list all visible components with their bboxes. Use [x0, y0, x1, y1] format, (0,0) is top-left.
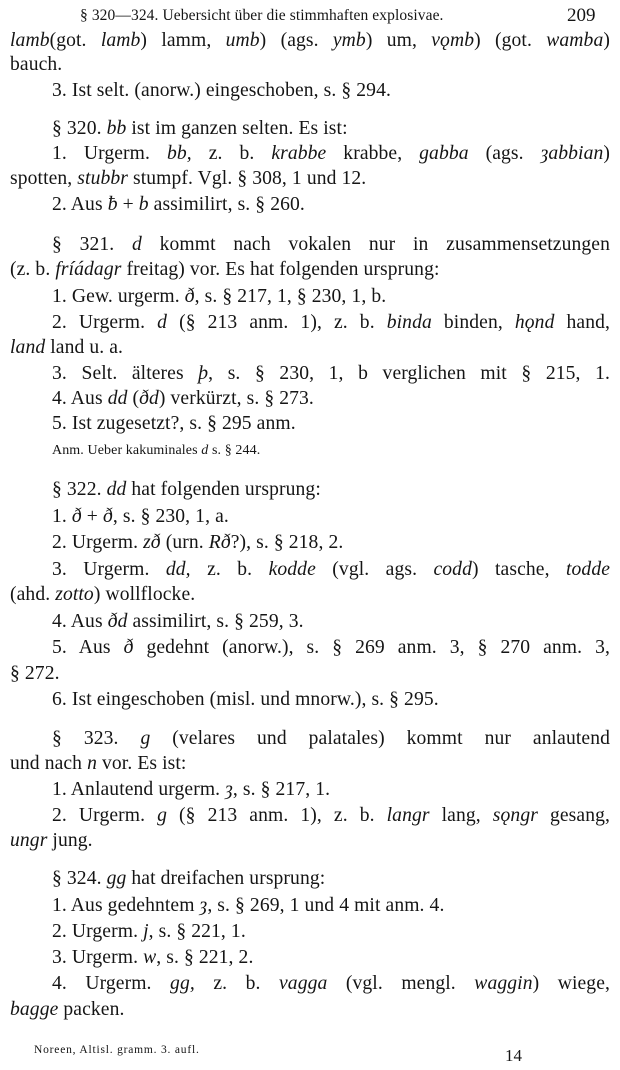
text-span: assimilirt, s. § 259, 3. — [127, 611, 304, 632]
text-line — [52, 610, 610, 634]
text-line — [10, 258, 610, 282]
italic-word: wamba — [546, 30, 604, 51]
text-span: 5. Aus — [52, 637, 124, 658]
italic-word: ȝabbian — [540, 143, 604, 164]
running-header — [0, 4, 620, 28]
text-span: § 272. — [10, 663, 60, 684]
text-span: spotten, — [10, 168, 78, 189]
italic-word: n — [87, 753, 97, 774]
italic-word: ðd — [139, 388, 159, 409]
text-line — [52, 894, 610, 918]
italic-word: dd — [107, 388, 128, 409]
text-span: , s. § 230, 1, a. — [112, 506, 229, 527]
text-span: ) — [603, 30, 610, 51]
italic-word: ðd — [107, 611, 128, 632]
text-line — [52, 79, 610, 103]
text-span: (urn. — [160, 532, 209, 553]
text-span: land u. a. — [45, 337, 124, 358]
text-span: kommt nach vokalen nur in zusammensetzungen — [141, 234, 610, 255]
text-span: 5. Ist zugesetzt?, s. § 295 anm. — [52, 413, 296, 434]
italic-word: bagge — [10, 999, 59, 1020]
text-line — [52, 117, 610, 141]
italic-word: umb — [225, 30, 260, 51]
annotation-line — [52, 439, 610, 463]
italic-word: bb, — [166, 143, 192, 164]
text-line — [52, 946, 610, 970]
text-span: hand, — [554, 312, 610, 333]
text-span: , s. § 217, 1, § 230, 1, b. — [194, 286, 387, 307]
italic-word: binda — [386, 312, 432, 333]
italic-word: vagga — [279, 973, 328, 994]
italic-word: Rð — [208, 532, 231, 553]
italic-word: d — [132, 234, 142, 255]
italic-word: gg, — [170, 973, 195, 994]
text-span: assimilirt, s. § 260. — [148, 194, 305, 215]
text-span: 2. Urgerm. — [52, 532, 144, 553]
text-span: z. b. — [190, 559, 269, 580]
text-span: 1. Urgerm. — [52, 143, 167, 164]
text-line — [10, 662, 610, 686]
text-span: § 324. — [52, 868, 107, 889]
text-span: hat folgenden ursprung: — [126, 479, 321, 500]
text-line — [52, 972, 610, 996]
text-line — [52, 193, 610, 217]
text-span: lang, — [429, 805, 493, 826]
text-span: § 320. — [52, 118, 107, 139]
text-line — [52, 311, 610, 335]
text-line — [10, 752, 610, 776]
italic-word: fríádagr — [55, 259, 122, 280]
text-span: , s. § 221, 1. — [148, 921, 246, 942]
text-line — [52, 920, 610, 944]
text-span: 1. Anlautend urgerm. — [52, 779, 226, 800]
text-line — [52, 362, 610, 386]
text-span: gedehnt (anorw.), s. § 269 anm. 3, § 270 anm. 3, — [133, 637, 610, 658]
text-line — [52, 688, 610, 712]
italic-word: b — [138, 194, 149, 215]
italic-word: ð — [184, 286, 195, 307]
italic-word: stubbr — [77, 168, 128, 189]
text-span: § 322. — [52, 479, 107, 500]
text-line — [10, 53, 610, 77]
text-span: 2. Urgerm. — [52, 805, 158, 826]
text-line — [52, 233, 610, 257]
text-span: ( — [127, 388, 140, 409]
text-span: , s. § 269, 1 und 4 mit anm. 4. — [207, 895, 445, 916]
text-span: bauch. — [10, 54, 63, 75]
italic-word: gg — [106, 868, 127, 889]
text-span: 1. — [52, 506, 72, 527]
footer-signature: Noreen, Altisl. gramm. 3. aufl. — [34, 1044, 200, 1056]
text-line — [10, 583, 610, 607]
text-span: 1. Gew. urgerm. — [52, 286, 185, 307]
text-span: 6. Ist eingeschoben (misl. und mnorw.), s. § 295. — [52, 689, 439, 710]
italic-word: zð — [143, 532, 161, 553]
text-span: 1. Aus gedehntem — [52, 895, 200, 916]
text-span: binden, — [431, 312, 515, 333]
italic-word: þ — [198, 363, 209, 384]
text-line — [52, 804, 610, 828]
text-span: (got. — [49, 30, 101, 51]
italic-word: bb — [106, 118, 127, 139]
text-span: (ahd. — [10, 584, 56, 605]
italic-word: dd, — [165, 559, 191, 580]
italic-word: krabbe — [271, 143, 327, 164]
italic-word: ð — [102, 506, 113, 527]
text-span: ) (got. — [474, 30, 547, 51]
italic-word: ymb — [332, 30, 366, 51]
text-span: packen. — [58, 999, 125, 1020]
italic-word: ȝ — [199, 895, 208, 916]
italic-word: gabba — [419, 143, 469, 164]
italic-word: langr — [386, 805, 430, 826]
text-line — [52, 412, 610, 436]
italic-word: ȝ — [225, 779, 233, 800]
italic-word: lamb — [100, 30, 141, 51]
italic-word: j — [143, 921, 149, 942]
text-line — [52, 636, 610, 660]
italic-word: g — [157, 805, 168, 826]
text-span: 4. Urgerm. — [52, 973, 171, 994]
text-line — [52, 531, 610, 555]
text-span: Anm. Ueber kakuminales — [52, 443, 202, 458]
text-span: ) lamm, — [140, 30, 226, 51]
text-span: und nach — [10, 753, 88, 774]
text-line — [52, 505, 610, 529]
text-span: freitag) vor. Es hat folgenden ursprung: — [121, 259, 440, 280]
text-span: ) wiege, — [532, 973, 611, 994]
text-line — [10, 167, 610, 191]
text-span: (z. b. — [10, 259, 56, 280]
italic-word: g — [140, 728, 151, 749]
text-line — [52, 778, 610, 802]
text-span: stumpf. Vgl. § 308, 1 und 12. — [127, 168, 367, 189]
text-span: ) verkürzt, s. § 273. — [158, 388, 314, 409]
text-span: , s. § 230, 1, b verglichen mit § 215, 1. — [208, 363, 610, 384]
text-span: gesang, — [537, 805, 610, 826]
text-span: , s. § 221, 2. — [156, 947, 254, 968]
italic-word: d — [201, 443, 209, 458]
text-line — [52, 285, 610, 309]
text-span: s. § 244. — [208, 443, 261, 458]
italic-word: lamb — [10, 30, 50, 51]
text-span: 3. Ist selt. (anorw.) eingeschoben, s. § 294. — [52, 80, 391, 101]
text-span: z. b. — [191, 143, 272, 164]
italic-word: dd — [106, 479, 127, 500]
text-line — [52, 867, 610, 891]
italic-word: d — [157, 312, 168, 333]
text-line — [10, 829, 610, 853]
italic-word: ð — [71, 506, 82, 527]
italic-word: hǫnd — [514, 312, 555, 333]
running-header-title: § 320—324. Uebersicht über die stimmhaften explosivae. — [80, 7, 444, 24]
text-span: ?), s. § 218, 2. — [230, 532, 344, 553]
text-span: 4. Aus — [52, 388, 108, 409]
text-span: 4. Aus — [52, 611, 108, 632]
text-span: + — [81, 506, 103, 527]
text-span: , s. § 217, 1. — [232, 779, 331, 800]
text-span: 2. Urgerm. — [52, 312, 158, 333]
text-span: hat dreifachen ursprung: — [126, 868, 326, 889]
text-span: + — [117, 194, 139, 215]
italic-word: waggin — [474, 973, 533, 994]
text-span: (vgl. ags. — [315, 559, 434, 580]
text-span: (vgl. mengl. — [327, 973, 475, 994]
italic-word: vǫmb — [431, 30, 475, 51]
text-span: (§ 213 anm. 1), z. b. — [167, 805, 387, 826]
text-line — [10, 998, 610, 1022]
text-line — [52, 727, 610, 751]
italic-word: ungr — [10, 830, 48, 851]
text-span: § 321. — [52, 234, 133, 255]
text-span: ) tasche, — [471, 559, 566, 580]
footer-sheet-number: 14 — [505, 1046, 522, 1065]
text-span: 2. Urgerm. — [52, 921, 144, 942]
text-line — [52, 387, 610, 411]
text-span: ) (ags. — [259, 30, 333, 51]
page-number: 209 — [567, 5, 596, 26]
text-span: (velares und palatales) kommt nur anlautend — [150, 728, 610, 749]
text-span: (§ 213 anm. 1), z. b. — [167, 312, 387, 333]
italic-word: kodde — [268, 559, 316, 580]
text-span: 3. Selt. älteres — [52, 363, 199, 384]
italic-word: todde — [565, 559, 611, 580]
text-span: 2. Aus — [52, 194, 108, 215]
text-span: 3. Urgerm. — [52, 559, 166, 580]
text-span: vor. Es ist: — [96, 753, 187, 774]
italic-word: land — [10, 337, 46, 358]
text-span: ) — [603, 143, 611, 164]
text-line — [52, 478, 610, 502]
italic-word: sǫngr — [492, 805, 538, 826]
text-line — [52, 558, 610, 582]
text-span: (ags. — [468, 143, 541, 164]
text-span: z. b. — [194, 973, 279, 994]
text-span: jung. — [47, 830, 93, 851]
text-span: ) wollflocke. — [93, 584, 196, 605]
text-span: ist im ganzen selten. Es ist: — [126, 118, 348, 139]
text-line — [10, 29, 610, 53]
italic-word: w — [143, 947, 157, 968]
text-span: § 323. — [52, 728, 141, 749]
italic-word: ð — [123, 637, 134, 658]
text-span: krabbe, — [326, 143, 420, 164]
text-line — [52, 142, 610, 166]
italic-word: zotto — [55, 584, 94, 605]
italic-word: ƀ — [107, 194, 118, 215]
text-line — [10, 336, 610, 360]
text-span: 3. Urgerm. — [52, 947, 144, 968]
text-span: ) um, — [365, 30, 432, 51]
italic-word: codd — [433, 559, 472, 580]
